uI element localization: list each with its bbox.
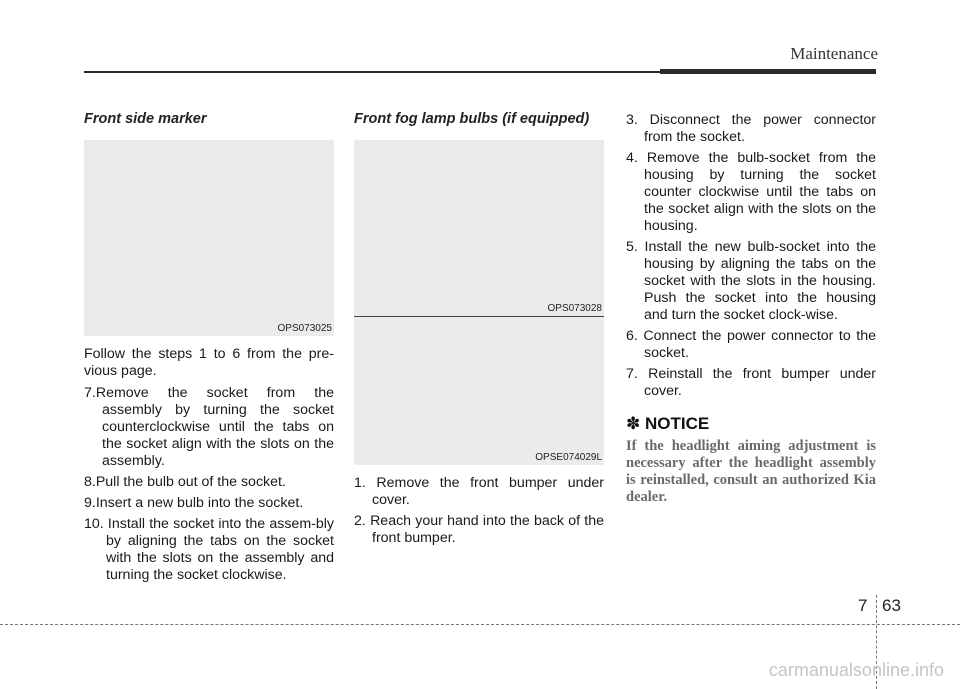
figure-code: OPSE074029L bbox=[535, 452, 602, 463]
column-fog-lamp bbox=[354, 108, 604, 551]
page-number: 63 bbox=[882, 596, 901, 615]
notice-text: If the headlight aiming adjustment is necessary after the headlight assembly is reinstalled, consult an authorized Kia dealer. bbox=[626, 438, 876, 505]
illustration-fog-lamp bbox=[354, 140, 604, 317]
step-item: 8.Pull the bulb out of the socket. bbox=[84, 474, 286, 490]
column-fog-lamp-continued bbox=[626, 108, 876, 506]
step-item: 10. Install the socket into the assem-bly by aligning the tabs on the socket with the slots on the assembly and turning the socket clockwise. bbox=[84, 516, 334, 583]
step-item: 2. Reach your hand into the back of the front bumper. bbox=[354, 513, 604, 546]
intro-text: Follow the steps 1 to 6 from the pre-vious page. bbox=[84, 346, 334, 379]
section-heading: Front fog lamp bulbs (if equipped) bbox=[354, 111, 590, 127]
section-heading: Front side marker bbox=[84, 111, 207, 127]
illustration-front-side-marker bbox=[84, 140, 334, 336]
footer-rule bbox=[0, 624, 960, 625]
step-item: 1. Remove the front bumper under cover. bbox=[354, 475, 604, 508]
watermark: carmanualsonline.info bbox=[768, 660, 944, 680]
chapter-number: 7 bbox=[858, 596, 868, 615]
step-item: 7.Remove the socket from the assembly by turning the socket counterclockwise until the tabs on the socket align with the slots on the assembly. bbox=[84, 385, 334, 469]
step-item: 6. Connect the power connector to the socket. bbox=[626, 328, 876, 361]
steps-list bbox=[84, 385, 334, 584]
step-item: 7. Reinstall the front bumper under cover. bbox=[626, 366, 876, 399]
illustration-fog-lamp-socket bbox=[354, 317, 604, 465]
step-item: 4. Remove the bulb-socket from the housing by turning the socket counter clockwise until the tabs on the socket align with the slots on the housing. bbox=[626, 150, 876, 234]
steps-list bbox=[354, 475, 604, 547]
figure-code: OPS073028 bbox=[547, 303, 602, 314]
step-item: 5. Install the new bulb-socket into the housing by aligning the tabs on the socket with the slots in the housing. Push the socket into the housing and turn the socket clock-wise. bbox=[626, 239, 876, 323]
notice-heading: ✽ NOTICE bbox=[626, 414, 710, 433]
step-item: 3. Disconnect the power connector from the socket. bbox=[626, 112, 876, 145]
steps-list bbox=[626, 112, 876, 400]
figure-code: OPS073025 bbox=[277, 323, 332, 334]
header-rule-accent bbox=[660, 69, 876, 74]
column-front-side-marker bbox=[84, 108, 334, 588]
page-header-title: Maintenance bbox=[790, 44, 878, 63]
header-rule bbox=[84, 71, 660, 73]
step-item: 9.Insert a new bulb into the socket. bbox=[84, 495, 304, 511]
